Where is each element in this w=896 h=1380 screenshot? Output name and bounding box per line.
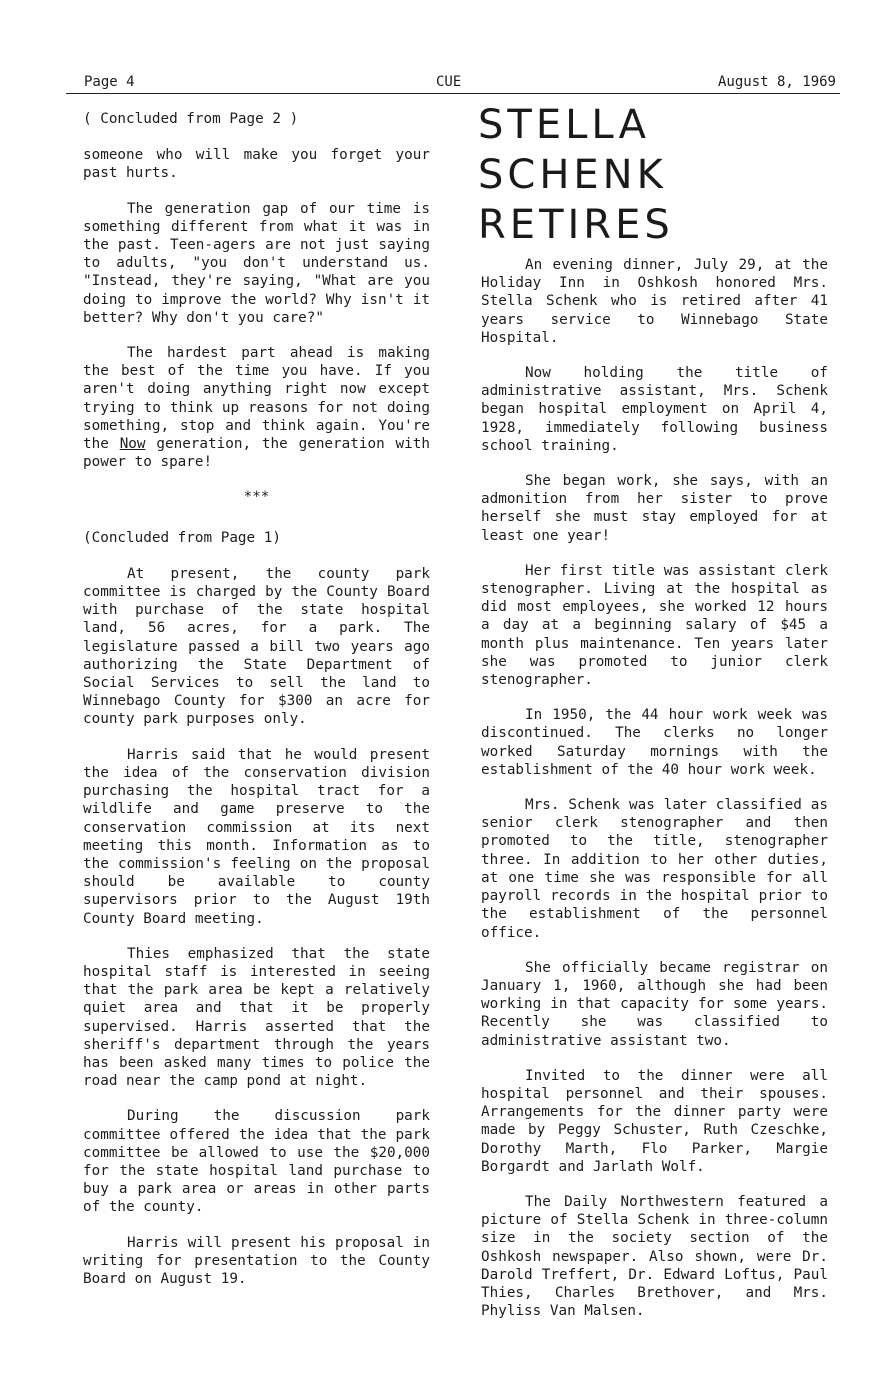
left-paragraph-5: Harris said that he would present the idea of the conservation division purchasing the hospital tract for a wildlife and game preserve to the conservation commission at its next meeting this month. Information as to the commission's feeling on the proposal should be available to county supervisors prior to the August 19th County Board meeting. xyxy=(83,746,430,927)
right-paragraph-1: An evening dinner, July 29, at the Holiday Inn in Oshkosh honored Mrs. Stella Schenk who is retired after 41 years service to Winnebago State Hospital. xyxy=(481,257,828,346)
headline-line-3: RETIRES xyxy=(478,202,674,248)
right-paragraph-3: She began work, she says, with an admonition from her sister to prove herself she must stay employed for at least one year! xyxy=(481,473,828,544)
right-paragraph-9: The Daily Northwestern featured a picture of Stella Schenk in three-column size in the society section of the Oshkosh newspaper. Also shown, were Dr. Darold Treffert, Dr. Edward Loftus, Paul Thies, Charles Brethover, and Mrs. Phyliss Van Malsen. xyxy=(481,1193,828,1320)
section-separator: *** xyxy=(243,489,270,506)
right-paragraph-6: Mrs. Schenk was later classified as senior clerk stenographer and then promoted to the title, stenographer three. In addition to her other duties, at one time she was responsible for all payroll records in the hospital prior to the establishment of the personnel office. xyxy=(481,797,828,941)
left-paragraph-4: At present, the county park committee is charged by the County Board with purchase of the state hospital land, 56 acres, for a park. The legislature passed a bill two years ago authorizing the State Department of Social Services to sell the land to Winnebago County for $300 an acre for county park purposes only. xyxy=(83,565,430,728)
right-paragraph-7: She officially became registrar on January 1, 1960, although she had been working in that capacity for some years. Recently she was classified to administrative assistant two. xyxy=(481,959,828,1049)
header-rule xyxy=(66,93,840,94)
left-paragraph-3-part-a: The hardest part ahead is making the best of the time you have. If you aren't doing anything right now except trying to think up reasons for not doing something, stop and think again. You're the xyxy=(83,345,430,453)
right-column xyxy=(481,256,828,1337)
right-paragraph-8: Invited to the dinner were all hospital personnel and their spouses. Arrangements for the dinner party were made by Peggy Schuster, Ruth Czeschke, Dorothy Marth, Flo Parker, Margie Borgardt and Jarlath Wolf. xyxy=(481,1067,828,1175)
left-paragraph-3-part-b: generation, the generation with power to spare! xyxy=(83,436,430,471)
left-paragraph-7: During the discussion park committee offered the idea that the park committee be allowed to use the $20,000 for the state hospital land purchase to buy a park area or areas in other parts of the county. xyxy=(83,1108,430,1216)
publication-name: CUE xyxy=(436,74,462,90)
left-paragraph-8: Harris will present his proposal in writing for presentation to the County Board on August 19. xyxy=(83,1234,430,1287)
left-paragraph-2: The generation gap of our time is something different from what it was in the past. Teen-agers are not just saying to adults, "you don't understand us. "Instead, they're saying, "What are you doing to improve the world? Why isn't it better? Why don't you care?" xyxy=(83,200,430,326)
page-header xyxy=(84,74,836,94)
concluded-from-page2-label: ( Concluded from Page 2 ) xyxy=(83,111,299,127)
left-column xyxy=(83,110,430,1305)
article-headline xyxy=(478,100,678,250)
headline-line-2: SCHENK xyxy=(478,152,667,198)
right-paragraph-2: Now holding the title of administrative assistant, Mrs. Schenk began hospital employment on April 4, 1928, immediately following business school training. xyxy=(481,365,828,454)
issue-date: August 8, 1969 xyxy=(717,74,836,90)
left-paragraph-6: Thies emphasized that the state hospital staff is interested in seeing that the park area be kept a relatively quiet area and that it be properly supervised. Harris asserted that the sheriff's department through the years has been asked many times to police the road near the camp pond at night. xyxy=(83,945,430,1090)
page-number: Page 4 xyxy=(84,74,135,90)
headline-line-1: STELLA xyxy=(478,102,650,148)
right-paragraph-5: In 1950, the 44 hour work week was discontinued. The clerks no longer worked Saturday mornings with the establishment of the 40 hour work week. xyxy=(481,707,828,778)
left-paragraph-1: someone who will make you forget your past hurts. xyxy=(83,147,430,182)
left-paragraph-3 xyxy=(83,344,430,471)
now-emphasis: Now xyxy=(119,436,146,453)
right-paragraph-4: Her first title was assistant clerk stenographer. Living at the hospital as did most employees, she worked 12 hours a day at a beginning salary of $45 a month plus maintenance. Ten years later she was promoted to junior clerk stenographer. xyxy=(481,562,828,689)
concluded-from-page1-label: (Concluded from Page 1) xyxy=(83,529,281,546)
